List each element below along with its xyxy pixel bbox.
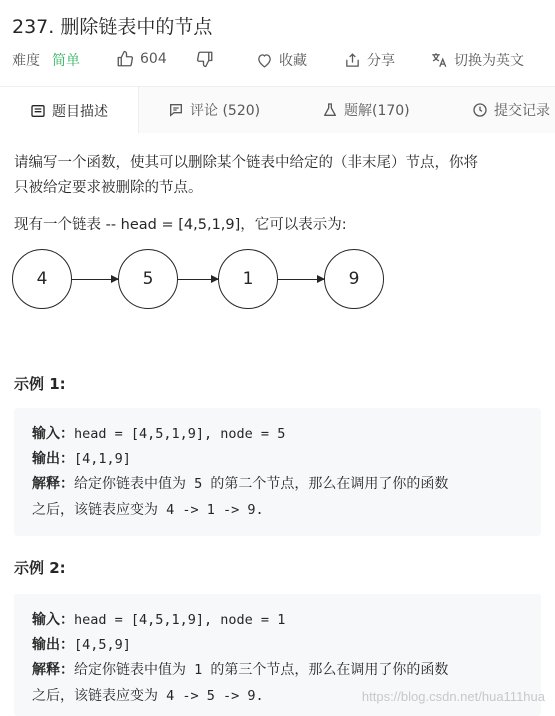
output-label: 输出： [32, 451, 74, 467]
explain-code: 4 -> 1 -> 9. [158, 502, 264, 518]
explain-text: 之后，该链表应变为 [32, 502, 158, 518]
problem-description [0, 133, 555, 716]
explain-code: 5 [186, 476, 211, 492]
thumbs-up-icon [116, 50, 134, 68]
input-label: 输入： [32, 426, 74, 442]
example-1-explain-line-2 [32, 498, 264, 522]
list-arrow [178, 279, 218, 280]
share-button[interactable] [344, 50, 395, 70]
description-icon [30, 103, 46, 119]
tab-solutions-label: 题解(170) [344, 103, 410, 119]
problem-title: 237. 删除链表中的节点 [12, 16, 213, 38]
like-count: 604 [140, 51, 167, 67]
example-2-explain-line-1 [32, 658, 448, 682]
favorite-button[interactable] [256, 50, 307, 70]
example-2-heading: 示例 2: [14, 559, 66, 577]
thumbs-down-icon [196, 50, 214, 68]
output-value: [4,1,9] [74, 451, 131, 467]
tab-comments-label: 评论 (520) [190, 103, 261, 119]
list-node: 4 [12, 249, 72, 309]
flask-icon [322, 102, 338, 118]
input-value: head = [4,5,1,9], node = 5 [74, 426, 286, 442]
switch-language-button[interactable] [430, 50, 524, 70]
explain-text: 给定你链表中值为 [74, 662, 186, 678]
tab-submissions-label: 提交记录 [494, 103, 550, 119]
explain-code: 1 [186, 662, 211, 678]
list-arrow [72, 279, 118, 280]
switch-language-label: 切换为英文 [454, 53, 524, 69]
description-line-1: 请编写一个函数，使其可以删除某个链表中给定的（非末尾）节点，你将 [14, 155, 478, 171]
clock-icon [472, 102, 488, 118]
example-1-explain-line-1 [32, 472, 448, 496]
output-value: [4,5,9] [74, 637, 131, 653]
dislike-button[interactable] [196, 50, 214, 68]
difficulty-label: 难度 [12, 53, 40, 69]
explain-text: 之后，该链表应变为 [32, 688, 158, 704]
list-arrow [278, 279, 324, 280]
share-icon [344, 52, 361, 69]
example-1-heading: 示例 1: [14, 375, 66, 393]
translate-icon [430, 51, 448, 69]
explain-text: 的第三个节点，那么在调用了你的函数 [210, 662, 449, 678]
tab-description[interactable] [0, 87, 139, 134]
explain-text: 给定你链表中值为 [74, 476, 186, 492]
favorite-label: 收藏 [279, 53, 307, 69]
input-value: head = [4,5,1,9], node = 1 [74, 612, 286, 628]
list-node: 9 [324, 249, 384, 309]
difficulty [12, 50, 80, 70]
example-1-input [32, 422, 285, 446]
tab-submissions[interactable] [472, 87, 550, 133]
example-1-box [14, 408, 541, 536]
comment-icon [168, 102, 184, 118]
explain-code: 4 -> 5 -> 9. [158, 688, 264, 704]
output-label: 输出： [32, 637, 74, 653]
example-2-output [32, 633, 131, 657]
difficulty-value: 简单 [52, 53, 80, 69]
heart-icon [256, 52, 273, 69]
explain-label: 解释： [32, 476, 74, 492]
explain-text: 的第二个节点，那么在调用了你的函数 [210, 476, 449, 492]
example-1-output [32, 447, 131, 471]
tab-comments[interactable] [168, 87, 260, 133]
description-list-text: 现有一个链表 -- head = [4,5,1,9]，它可以表示为: [14, 217, 347, 233]
description-line-2: 只被给定要求被删除的节点。 [14, 180, 203, 196]
tab-description-label: 题目描述 [52, 103, 108, 120]
tab-solutions[interactable] [322, 87, 410, 133]
like-button[interactable] [116, 50, 167, 68]
example-2-explain-line-2 [32, 684, 264, 708]
input-label: 输入： [32, 612, 74, 628]
example-2-input [32, 608, 285, 632]
tab-bar [0, 86, 555, 134]
share-label: 分享 [367, 53, 395, 69]
explain-label: 解释： [32, 662, 74, 678]
list-node: 1 [218, 249, 278, 309]
problem-meta-bar [0, 44, 555, 76]
list-node: 5 [118, 249, 178, 309]
watermark: https://blog.csdn.net/hua111hua [361, 689, 545, 704]
